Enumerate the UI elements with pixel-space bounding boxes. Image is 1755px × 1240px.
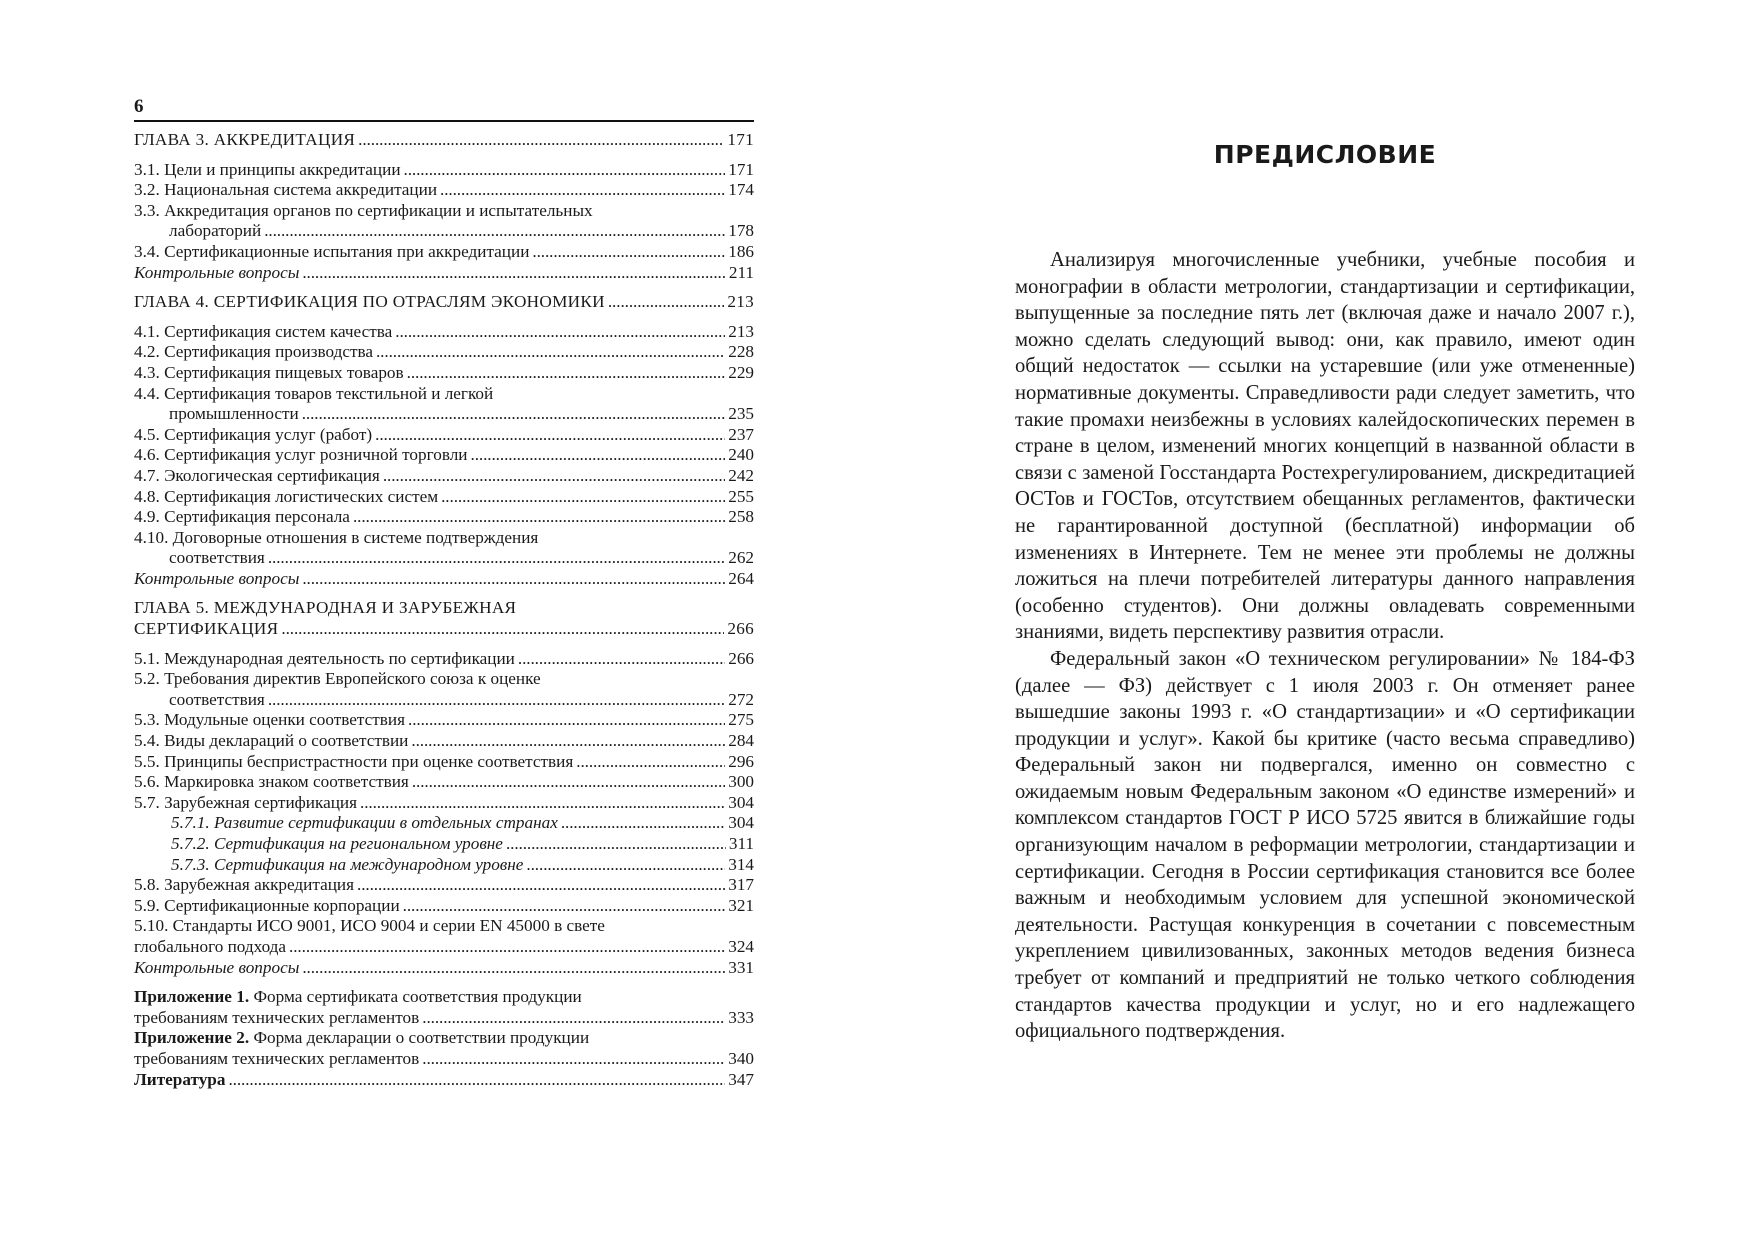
toc-entry-title: 5.7. Зарубежная сертификация (134, 792, 358, 812)
right-page (1015, 140, 1635, 1045)
toc-entry-line (134, 1028, 754, 1049)
toc-row (134, 1008, 754, 1029)
toc-row (134, 466, 754, 487)
toc-page-number: 324 (728, 936, 754, 956)
toc-page-number: 275 (728, 710, 754, 730)
dot-leader (408, 710, 725, 731)
dot-leader (353, 507, 725, 528)
toc-entry-title: 5.6. Маркировка знаком соответствия (134, 772, 409, 792)
toc-row (134, 569, 754, 590)
toc-entry-title: Контрольные вопросы (134, 568, 300, 588)
dot-leader (358, 130, 724, 151)
toc-entry-title: Литература (134, 1069, 226, 1089)
dot-leader (440, 180, 725, 201)
toc-entry-title: 4.9. Сертификация персонала (134, 507, 350, 527)
toc-entry-line (134, 384, 754, 405)
toc-entry (134, 731, 754, 752)
preface-title: ПРЕДИСЛОВИЕ (1213, 140, 1437, 169)
toc-entry-title: 4.3. Сертификация пищевых товаров (134, 362, 404, 382)
toc-page-number: 186 (728, 241, 754, 261)
toc-page-number: 264 (728, 568, 754, 588)
toc-row (134, 958, 754, 979)
toc-page-number: 317 (728, 875, 754, 895)
dot-leader (471, 445, 726, 466)
toc-row (134, 834, 754, 855)
toc-entry (134, 669, 754, 710)
toc-entry-title: 5.3. Модульные оценки соответствия (134, 710, 405, 730)
toc-entry-title: 4.10. Договорные отношения в системе подтверждения (134, 527, 539, 547)
toc-row (134, 130, 754, 151)
toc-row (134, 937, 754, 958)
toc-entry-line (134, 987, 754, 1008)
toc-entry-line (134, 598, 754, 619)
toc-row (134, 1049, 754, 1070)
dot-leader (289, 937, 725, 958)
toc-entry-title: СЕРТИФИКАЦИЯ (134, 619, 279, 639)
toc-page-number: 284 (728, 731, 754, 751)
toc-entry (134, 160, 754, 181)
toc-row (134, 813, 754, 834)
preface-paragraph: Анализируя многочисленные учебники, учебные пособия и монографии в области метрологии, стандартизации и сертификации, выпущенные за последние пять лет (включая даже и начало 2007 г.), можно сделать следующий вывод: они, как правило, имеют один общий недостаток — ссылки на устаревшие (или уже отмененные) нормативные документы. Справедливости ради следует заметить, что такие промахи неизбежны в условиях калейдоскопических перемен в стране в целом, изменений многих концепций в названной области в связи с заменой Госстандарта Ростехрегулированием, дискредитацией ОСТов и ГОСТов, отсутствием обещанных регламентов, фактически не гарантированной доступной (бесплатной) информации об изменениях в Интернете. Тем не менее эти проблемы не должны ложиться на плечи потребителей литературы данного направления (особенно студентов). Они должны овладевать современными знаниями, видеть перспективу развития отрасли. (1015, 249, 1635, 644)
toc-page-number: 211 (728, 262, 754, 282)
toc-page-number: 255 (728, 486, 754, 506)
toc-entry-title: 4.8. Сертификация логистических систем (134, 486, 439, 506)
toc-entry-title: 5.7.3. Сертификация на международном уровне (171, 854, 524, 874)
dot-leader (404, 160, 726, 181)
toc-entry (134, 1070, 754, 1091)
toc-row (134, 322, 754, 343)
toc-entry-title: соответствия (169, 689, 265, 709)
toc-entry (134, 263, 754, 284)
toc-row (134, 445, 754, 466)
toc-entry-title: Форма декларации о соответствии продукции (249, 1028, 590, 1048)
toc-page-number: 331 (728, 957, 754, 977)
dot-leader (422, 1008, 725, 1029)
toc-entry-title: требованиям технических регламентов (134, 1007, 420, 1027)
toc-entry (134, 710, 754, 731)
toc-row (134, 342, 754, 363)
toc-page-number: 213 (728, 321, 754, 341)
toc-entry-title: 5.8. Зарубежная аккредитация (134, 875, 355, 895)
toc-row (134, 242, 754, 263)
toc-row (134, 772, 754, 793)
appendix-label: Приложение 1. (134, 987, 250, 1007)
dot-leader (375, 425, 725, 446)
dot-leader (302, 569, 725, 590)
toc-entry-line (134, 916, 754, 937)
dot-leader (532, 242, 725, 263)
toc-entry (134, 752, 754, 773)
toc-page-number: 237 (728, 424, 754, 444)
dot-leader (360, 793, 725, 814)
dot-leader (264, 221, 725, 242)
toc-entry (134, 322, 754, 343)
toc-entry (134, 528, 754, 569)
dot-leader (376, 342, 725, 363)
toc-row (134, 292, 754, 313)
toc-page-number: 272 (728, 689, 754, 709)
toc-page-number: 300 (728, 772, 754, 792)
toc-page-number: 242 (728, 465, 754, 485)
toc-entry-title: 3.4. Сертификационные испытания при аккредитации (134, 241, 530, 261)
toc-entry (134, 445, 754, 466)
toc-entry-line (134, 528, 754, 549)
toc-row (134, 363, 754, 384)
toc-entry-title: 4.7. Экологическая сертификация (134, 465, 380, 485)
toc-entry-title: 5.5. Принципы беспристрастности при оценке соответствия (134, 751, 574, 771)
toc-page-number: 311 (728, 834, 754, 853)
toc-entry-line (134, 201, 754, 222)
toc-page-number: 174 (728, 180, 754, 200)
toc-entry-title: 4.4. Сертификация товаров текстильной и легкой (134, 383, 494, 403)
toc-page-number: 266 (727, 619, 754, 639)
toc-entry-title: соответствия (169, 548, 265, 568)
toc-entry-title: 3.3. Аккредитация органов по сертификации и испытательных (134, 200, 593, 220)
toc-page-number: 178 (728, 221, 754, 241)
toc-row (134, 875, 754, 896)
toc-entry-title: 5.2. Требования директив Европейского союза к оценке (134, 669, 541, 689)
toc-entry-title: 4.2. Сертификация производства (134, 342, 373, 362)
toc-entry-title: 4.1. Сертификация систем качества (134, 321, 393, 341)
toc-row (134, 752, 754, 773)
toc-entry (134, 487, 754, 508)
toc-entry (134, 916, 754, 957)
toc-entry-title: Контрольные вопросы (134, 957, 300, 977)
dot-leader (506, 834, 726, 855)
toc-entry-title: глобального подхода (134, 936, 287, 956)
toc-row (134, 404, 754, 425)
toc-entry (134, 425, 754, 446)
toc-entry (134, 1028, 754, 1069)
toc-entry-title: 3.2. Национальная система аккредитации (134, 180, 438, 200)
toc-page-number: 266 (728, 648, 754, 668)
dot-leader (561, 813, 725, 834)
toc-entry-title: 5.7.2. Сертификация на региональном уровне (171, 834, 503, 853)
toc-page-number: 314 (728, 854, 754, 874)
toc-page-number: 258 (728, 507, 754, 527)
toc-entry-title: промышленности (169, 404, 299, 424)
toc-page-number: 304 (728, 792, 754, 812)
toc-entry (134, 813, 754, 834)
toc-entry-title: лабораторий (169, 221, 262, 241)
toc-entry (134, 507, 754, 528)
toc-entry (134, 772, 754, 793)
toc-entry-title: требованиям технических регламентов (134, 1048, 420, 1068)
toc-entry-title: 5.7.1. Развитие сертификации в отдельных странах (171, 813, 558, 833)
toc-entry (134, 201, 754, 242)
toc-row (134, 731, 754, 752)
dot-leader (302, 404, 726, 425)
toc-page-number: 229 (728, 362, 754, 382)
dot-leader (302, 958, 725, 979)
toc-entry (134, 896, 754, 917)
preface-paragraph: Федеральный закон «О техническом регулировании» № 184-ФЗ (далее — ФЗ) действует с 1 июля 2003 г. Он отменяет ранее вышедшие законы 1993 г. «О стандартизации» и «О сертификации продукции и услуг». Какой бы критике (часто весьма справедливо) Федеральный закон ни подвергался, именно он совместно с ожидаемым новым Федеральным законом «О единстве измерений» и комплексом стандартов ГОСТ Р ИСО 5725 явится в ближайшие годы организующим началом в реформации метрологии, стандартизации и сертификации. Сегодня в России сертификация становится все более важным и необходимым условием для успешной экономической деятельности. Растущая конкуренция в сочетании с повсеместным укреплением цивилизованных, законных методов ведения бизнеса требует от компаний и предприятий не только четкого соблюдения стандартов качества продукции и услуг, но и его надлежащего официального подтверждения. (1015, 647, 1635, 1043)
dot-leader (302, 263, 726, 284)
toc-entry (134, 834, 754, 855)
toc-entry (134, 363, 754, 384)
dot-leader (422, 1049, 725, 1070)
toc-row (134, 425, 754, 446)
toc-entry-title: Контрольные вопросы (134, 262, 300, 282)
dot-leader (412, 772, 725, 793)
toc-page-number: 347 (728, 1069, 754, 1089)
toc-entry (134, 793, 754, 814)
toc-entry-title: 3.1. Цели и принципы аккредитации (134, 159, 401, 179)
toc-entry (134, 958, 754, 979)
toc-page-number: 333 (728, 1007, 754, 1027)
toc-page-number: 262 (728, 548, 754, 568)
toc-page-number: 235 (728, 404, 754, 424)
appendix-label: Приложение 2. (134, 1028, 250, 1048)
toc-row (134, 855, 754, 876)
toc-row (134, 690, 754, 711)
toc-entry (134, 384, 754, 425)
toc-row (134, 896, 754, 917)
toc-entry-title: ГЛАВА 5. МЕЖДУНАРОДНАЯ И ЗАРУБЕЖНАЯ (134, 598, 517, 618)
dot-leader (441, 487, 725, 508)
dot-leader (411, 731, 725, 752)
toc-row (134, 793, 754, 814)
toc-page-number: 321 (728, 895, 754, 915)
table-of-contents (134, 130, 754, 1090)
toc-entry (134, 598, 754, 639)
toc-entry-title: 5.10. Стандарты ИСО 9001, ИСО 9004 и серии EN 45000 в свете (134, 916, 605, 936)
toc-entry (134, 180, 754, 201)
toc-page-number: 228 (728, 342, 754, 362)
toc-entry-title: 5.1. Международная деятельность по сертификации (134, 648, 515, 668)
dot-leader (268, 690, 725, 711)
dot-leader (608, 292, 724, 313)
toc-entry-title: 5.9. Сертификационные корпорации (134, 895, 400, 915)
toc-row (134, 649, 754, 670)
toc-row (134, 507, 754, 528)
toc-entry (134, 130, 754, 151)
toc-entry-line (134, 669, 754, 690)
toc-entry (134, 342, 754, 363)
toc-row (134, 221, 754, 242)
dot-leader (526, 855, 725, 876)
toc-entry-title: 4.5. Сертификация услуг (работ) (134, 424, 373, 444)
toc-entry-title: 5.4. Виды деклараций о соответствии (134, 731, 409, 751)
dot-leader (281, 619, 724, 640)
toc-page-number: 340 (728, 1048, 754, 1068)
dot-leader (576, 752, 725, 773)
toc-row (134, 1070, 754, 1091)
toc-row (134, 548, 754, 569)
toc-row (134, 710, 754, 731)
toc-entry (134, 242, 754, 263)
toc-entry (134, 855, 754, 876)
dot-leader (228, 1070, 725, 1091)
toc-entry (134, 466, 754, 487)
dot-leader (383, 466, 725, 487)
toc-page-number: 171 (728, 159, 754, 179)
toc-page-number: 304 (728, 813, 754, 833)
toc-page-number: 240 (728, 445, 754, 465)
page-number: 6 (134, 96, 754, 122)
toc-entry-title: 4.6. Сертификация услуг розничной торговли (134, 445, 468, 465)
toc-entry (134, 987, 754, 1028)
toc-entry (134, 569, 754, 590)
dot-leader (403, 896, 726, 917)
toc-entry (134, 875, 754, 896)
toc-row (134, 180, 754, 201)
dot-leader (268, 548, 725, 569)
toc-page-number: 296 (728, 751, 754, 771)
toc-entry-title: ГЛАВА 3. АККРЕДИТАЦИЯ (134, 130, 356, 149)
toc-entry (134, 649, 754, 670)
left-page (134, 96, 754, 1090)
toc-entry-title: ГЛАВА 4. СЕРТИФИКАЦИЯ ПО ОТРАСЛЯМ ЭКОНОМИКИ (134, 292, 605, 312)
toc-page-number: 213 (727, 292, 754, 312)
toc-row (134, 487, 754, 508)
toc-row (134, 263, 754, 284)
toc-row (134, 619, 754, 640)
dot-leader (518, 649, 725, 670)
dot-leader (357, 875, 725, 896)
toc-page-number: 171 (727, 130, 754, 149)
toc-entry-title: Форма сертификата соответствия продукции (249, 987, 582, 1007)
dot-leader (395, 322, 725, 343)
toc-entry (134, 292, 754, 313)
dot-leader (407, 363, 726, 384)
toc-row (134, 160, 754, 181)
